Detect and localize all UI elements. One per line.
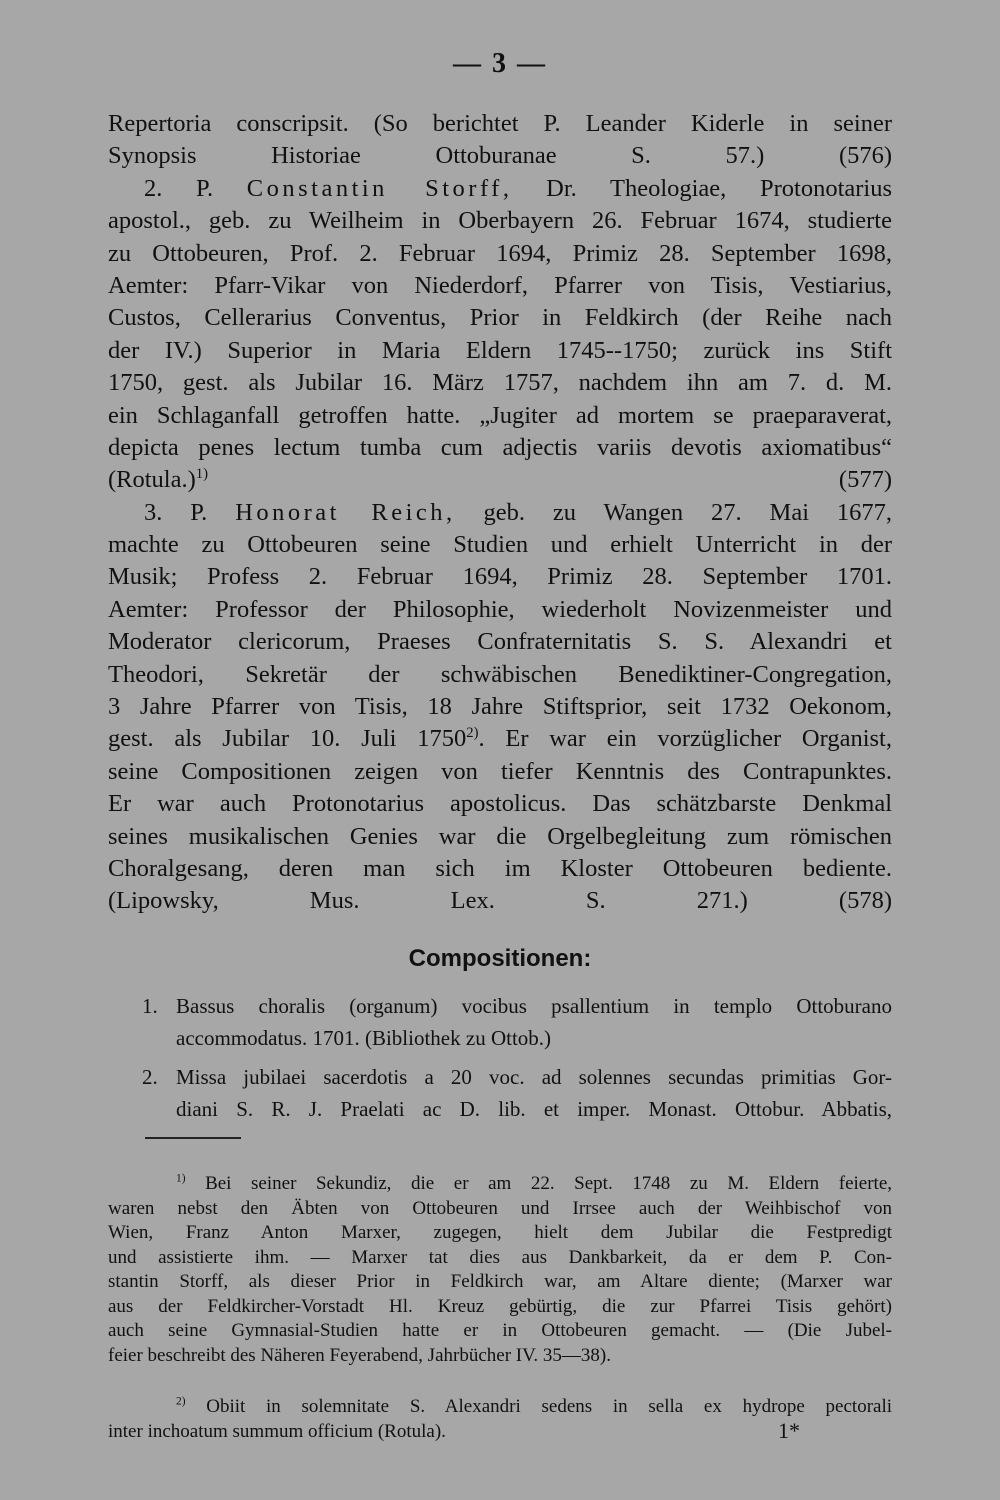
text-line: (Lipowsky, Mus. Lex. S. 271.) (578) [108,887,892,915]
compositions-list [108,990,892,1126]
entry-heading-line: 3. P. Honorat Reich, geb. zu Wangen 27. Mai 1677, [144,498,893,526]
footnote-divider [145,1137,241,1139]
text-line: Custos, Cellerarius Conventus, Prior in Feldkirch (der Reihe nach [108,304,892,332]
item-line: Bassus choralis (organum) vocibus psallentium in templo Ottoburano [176,994,892,1018]
text-line: der IV.) Superior in Maria Eldern 1745--1750; zurück ins Stift [108,336,892,364]
entry-heading-line: 2. P. Constantin Storff, Dr. Theologiae, Protonotarius [144,174,892,202]
person-name: Constantin Storff, [246,174,513,202]
text-line: zu Ottobeuren, Prof. 2. Februar 1694, Primiz 28. September 1698, [108,239,892,267]
footnote-line: auch seine Gymnasial-Studien hatte er in Ottobeuren gemacht. — (Die Jubel- [108,1320,892,1341]
footnote-marker: 2) [176,1395,186,1408]
signature-mark: 1* [778,1418,800,1443]
text-line: Choralgesang, deren man sich im Kloster Ottobeuren bediente. [108,854,892,882]
footnote-line: Wien, Franz Anton Marxer, zugegen, hielt dem Jubilar die Festpredigt [108,1222,892,1243]
footnote-line: stantin Storff, als dieser Prior in Feldkirch war, am Altare diente; (Marxer war [108,1271,892,1292]
footnote-line: und assistierte ihm. — Marxer tat dies aus Dankbarkeit, da er dem P. Con- [108,1246,892,1268]
text-line: (Rotula.)$^{1)}$ (577) [108,466,892,494]
item-line: Missa jubilaei sacerdotis a 20 voc. ad solennes secundas primitias Gor- [176,1064,892,1089]
footnote-line: inter inchoatum summum officium (Rotula). [108,1420,446,1442]
composition-item [108,990,892,1055]
footnote-2 [108,1395,892,1444]
item-line: diani S. R. J. Praelati ac D. lib. et imper. Monast. Ottobur. Abbatis, [176,1097,892,1122]
composition-item [108,1061,892,1126]
text-line: Moderator clericorum, Praeses Confraternitatis S. S. Alexandri et [108,628,892,656]
text-line: seines musikalischen Genies war die Orgelbegleitung zum römischen [108,822,892,850]
text-line: seine Compositionen zeigen von tiefer Kenntnis des Contrapunktes. [108,757,892,785]
text-line: Musik; Profess 2. Februar 1694, Primiz 28. September 1701. [108,563,892,591]
footnote-line: $^{1)}$ Bei seiner Sekundiz, die er am 22. Sept. 1748 zu M. Eldern feierte, [176,1172,893,1194]
page-number: — 3 — [453,48,547,79]
text-line: Repertoria conscripsit. (So berichtet P. Leander Kiderle in seiner [108,110,892,137]
text-line: 1750, gest. als Jubilar 16. März 1757, nachdem ihn am 7. d. M. [108,369,892,397]
text-line: Aemter: Pfarr-Vikar von Niederdorf, Pfarrer von Tisis, Vestiarius, [108,271,892,299]
text-line: ein Schlaganfall getroffen hatte. „Jugiter ad mortem se praeparaverat, [108,401,892,429]
item-line: accommodatus. 1701. (Bibliothek zu Ottob.) [176,1026,552,1051]
text-line: Er war auch Protonotarius apostolicus. Das schätzbarste Denkmal [108,790,892,818]
text-line: depicta penes lectum tumba cum adjectis variis devotis axiomatibus“ [108,433,892,461]
person-name: Honorat Reich, [235,498,456,526]
section-heading: Compositionen: [408,945,592,972]
footnote-line: waren nebst den Äbten von Ottobeuren und Irrsee auch der Weihbischof von [108,1197,892,1219]
footnote-marker: 1) [176,1172,186,1185]
text-line: gest. als Jubilar 10. Juli 1750$^{2)}$. Er war ein vorzüglicher Organist, [108,725,892,753]
text-line: 3 Jahre Pfarrer von Tisis, 18 Jahre Stiftsprior, seit 1732 Oekonom, [108,693,892,721]
text-line: apostol., geb. zu Weilheim in Oberbayern 26. Februar 1674, studierte [108,207,892,235]
text-line: Synopsis Historiae Ottoburanae S. 57.) (576) [108,142,893,170]
main-text [108,108,892,918]
footnote-line: feier beschreibt des Näheren Feyerabend, Jahrbücher IV. 35—38). [108,1344,611,1366]
footnote-line: $^{2)}$ Obiit in solemnitate S. Alexandri sedens in sella ex hydrope pectorali [176,1395,893,1417]
text-line: Theodori, Sekretär der schwäbischen Benediktiner-Congregation, [108,660,892,688]
text-line: Aemter: Professor der Philosophie, wiederholt Novizenmeister und [108,595,892,623]
item-number: 1. [142,994,158,1018]
item-number: 2. [142,1064,158,1089]
footnote-1 [108,1172,892,1368]
footnote-ref: 1) [195,466,209,483]
footnote-ref: 2) [466,725,479,742]
text-line: machte zu Ottobeuren seine Studien und erhielt Unterricht in der [108,531,892,559]
footnote-line: aus der Feldkircher-Vorstadt Hl. Kreuz gebürtig, die zur Pfarrei Tisis gehört) [108,1295,892,1317]
